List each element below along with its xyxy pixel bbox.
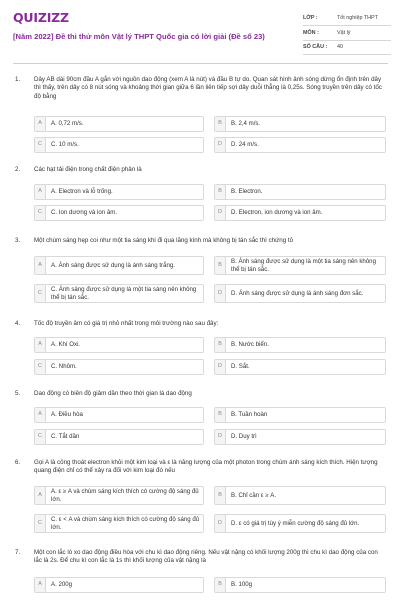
option-c[interactable] bbox=[34, 205, 204, 221]
option-c[interactable] bbox=[34, 514, 204, 533]
option-d[interactable] bbox=[214, 359, 386, 375]
question-text: Gọi A là công thoát electron khỏi một kim loại và ε là năng lượng của một photon trong chùm ánh sáng kích thích. Hiện tượng quang điện chỉ có thể xảy ra đối với kim loại đó nếu bbox=[34, 459, 378, 475]
option-letter: A bbox=[35, 117, 46, 131]
option-text: C. 10 m/s. bbox=[51, 141, 79, 149]
option-text: D. ε có giá trị tùy ý miễn cường độ sáng đủ lớn. bbox=[231, 519, 360, 527]
option-text: C. Ánh sáng được sử dụng là một tia sáng nên không thể bị tán sắc. bbox=[51, 285, 197, 301]
option-letter: A bbox=[35, 338, 46, 352]
option-letter: D bbox=[215, 285, 226, 302]
meta-panel bbox=[303, 14, 391, 58]
option-text: A. 0,72 m/s. bbox=[51, 120, 84, 128]
option-text: B. Tuần hoàn bbox=[231, 411, 268, 419]
option-letter: C bbox=[35, 206, 46, 220]
meta-count-value: 40 bbox=[337, 44, 343, 50]
option-text: B. 2,4 m/s. bbox=[231, 120, 261, 128]
option-c[interactable] bbox=[34, 284, 204, 303]
meta-count-label: SỐ CÂU : bbox=[303, 44, 328, 50]
meta-class-value: Tốt nghiệp THPT bbox=[337, 15, 378, 21]
question-number: 1. bbox=[15, 76, 21, 83]
question-text: Một con lắc lò xo dao động điều hòa với chu kì dao động riêng. Nếu vật nặng có khối lượng 200g thì chu kì dao động của con lắc là 2s. Để chu kì con lắc là 1s thì khối lượng của vật nặng là bbox=[34, 549, 378, 565]
option-c[interactable] bbox=[34, 359, 204, 375]
option-letter: C bbox=[35, 515, 46, 532]
option-b[interactable] bbox=[214, 256, 386, 275]
question-number: 6. bbox=[15, 459, 21, 466]
question-text: Dao động có biên độ giảm dần theo thời gian là dao động bbox=[34, 390, 192, 397]
option-letter: B bbox=[215, 117, 226, 131]
option-a[interactable] bbox=[34, 337, 204, 353]
option-text: B. Electron. bbox=[231, 188, 263, 196]
option-letter: B bbox=[215, 338, 226, 352]
option-letter: B bbox=[215, 578, 226, 592]
question-number: 3. bbox=[15, 237, 21, 244]
option-text: A. Ánh sáng được sử dụng là ánh sáng trắng. bbox=[51, 261, 175, 269]
option-a[interactable] bbox=[34, 407, 204, 423]
question-text: Một chùm sáng hẹp coi như một tia sáng khi đi qua lăng kính mà không bị tán sắc thì chứng tỏ bbox=[34, 237, 294, 244]
option-text: B. Ánh sáng được sử dụng là một tia sáng nên không thể bị tán sắc. bbox=[231, 257, 376, 273]
option-letter: D bbox=[215, 138, 226, 152]
option-letter: B bbox=[215, 487, 226, 504]
question-number: 5. bbox=[15, 390, 21, 397]
question-text: Tốc độ truyền âm có giá trị nhỏ nhất trong môi trường nào sau đây: bbox=[34, 320, 219, 327]
option-letter: D bbox=[215, 515, 226, 532]
option-a[interactable] bbox=[34, 116, 204, 132]
question-number: 7. bbox=[15, 549, 21, 556]
option-a[interactable] bbox=[34, 577, 204, 593]
option-a[interactable] bbox=[34, 256, 204, 275]
option-text: B. Chỉ cần ε ≥ A. bbox=[231, 491, 277, 499]
option-text: A. 200g bbox=[51, 581, 73, 589]
option-text: C. Ion dương và ion âm. bbox=[51, 209, 117, 217]
option-letter: B bbox=[215, 408, 226, 422]
option-c[interactable] bbox=[34, 429, 204, 445]
option-text: B. Nước biển. bbox=[231, 341, 269, 349]
option-text: A. Electron và lỗ trống. bbox=[51, 188, 113, 196]
option-text: C. Tắt dần bbox=[51, 433, 80, 441]
meta-subject-value: Vật lý bbox=[337, 29, 351, 36]
meta-class-label: LỚP : bbox=[303, 15, 318, 21]
option-b[interactable] bbox=[214, 577, 386, 593]
option-letter: C bbox=[35, 360, 46, 374]
option-a[interactable] bbox=[34, 486, 204, 505]
option-letter: A bbox=[35, 185, 46, 199]
option-text: D. Ánh sáng được sử dụng là ánh sáng đơn sắc. bbox=[231, 289, 364, 297]
option-letter: C bbox=[35, 285, 46, 302]
option-letter: D bbox=[215, 206, 226, 220]
header-divider bbox=[13, 63, 388, 64]
question-number: 2. bbox=[15, 166, 21, 173]
option-text: D. 24 m/s. bbox=[231, 141, 259, 149]
option-letter: A bbox=[35, 257, 46, 274]
option-text: A. ε ≥ A và chùm sáng kích thích có cường độ sáng đủ lớn. bbox=[51, 487, 199, 503]
meta-class-row bbox=[303, 14, 391, 26]
option-text: C. Nhôm. bbox=[51, 363, 77, 371]
option-letter: C bbox=[35, 430, 46, 444]
option-letter: D bbox=[215, 360, 226, 374]
option-d[interactable] bbox=[214, 514, 386, 533]
option-text: D. Electron, ion dương và ion âm. bbox=[231, 209, 323, 217]
option-b[interactable] bbox=[214, 116, 386, 132]
option-letter: A bbox=[35, 408, 46, 422]
meta-count-row bbox=[303, 43, 391, 55]
option-b[interactable] bbox=[214, 184, 386, 200]
option-letter: B bbox=[215, 185, 226, 199]
option-text: C. ε < A và chùm sáng kích thích có cường độ sáng đủ lớn. bbox=[51, 515, 200, 531]
option-b[interactable] bbox=[214, 486, 386, 505]
document-title: [Năm 2022] Đề thi thử môn Vật lý THPT Quốc gia có lời giải (Đề số 23) bbox=[13, 32, 265, 41]
option-letter: B bbox=[215, 257, 226, 274]
option-a[interactable] bbox=[34, 184, 204, 200]
option-d[interactable] bbox=[214, 429, 386, 445]
option-letter: C bbox=[35, 138, 46, 152]
option-text: A. Khí Oxi. bbox=[51, 341, 81, 349]
option-text: A. Điều hòa bbox=[51, 411, 83, 419]
question-text: Các hạt tải điện trong chất điện phân là bbox=[34, 166, 142, 173]
option-text: D. Duy trì bbox=[231, 433, 257, 441]
option-b[interactable] bbox=[214, 407, 386, 423]
option-b[interactable] bbox=[214, 337, 386, 353]
option-d[interactable] bbox=[214, 137, 386, 153]
option-text: B. 100g bbox=[231, 581, 253, 589]
option-c[interactable] bbox=[34, 137, 204, 153]
meta-subject-row bbox=[303, 29, 391, 41]
option-d[interactable] bbox=[214, 284, 386, 303]
question-number: 4. bbox=[15, 320, 21, 327]
option-letter: A bbox=[35, 487, 46, 504]
option-d[interactable] bbox=[214, 205, 386, 221]
quizizz-logo: QUIZIZZ bbox=[13, 10, 69, 25]
page-header bbox=[0, 0, 400, 62]
option-letter: A bbox=[35, 578, 46, 592]
question-text: Dây AB dài 90cm đầu A gắn với nguồn dao động (xem A là nút) và đầu B tự do. Quan sát hình ảnh sóng dừng ổn định trên dây thì thấy, trên dây có 8 nút sóng và khoảng thời gian giữa 6 lần liên tiếp sợi dây duỗi thẳng là 0,25s. Sóng truyền trên dây có tốc độ bằng bbox=[34, 76, 382, 100]
option-letter: D bbox=[215, 430, 226, 444]
option-text: D. Sắt. bbox=[231, 363, 250, 371]
meta-subject-label: MÔN : bbox=[303, 29, 319, 36]
